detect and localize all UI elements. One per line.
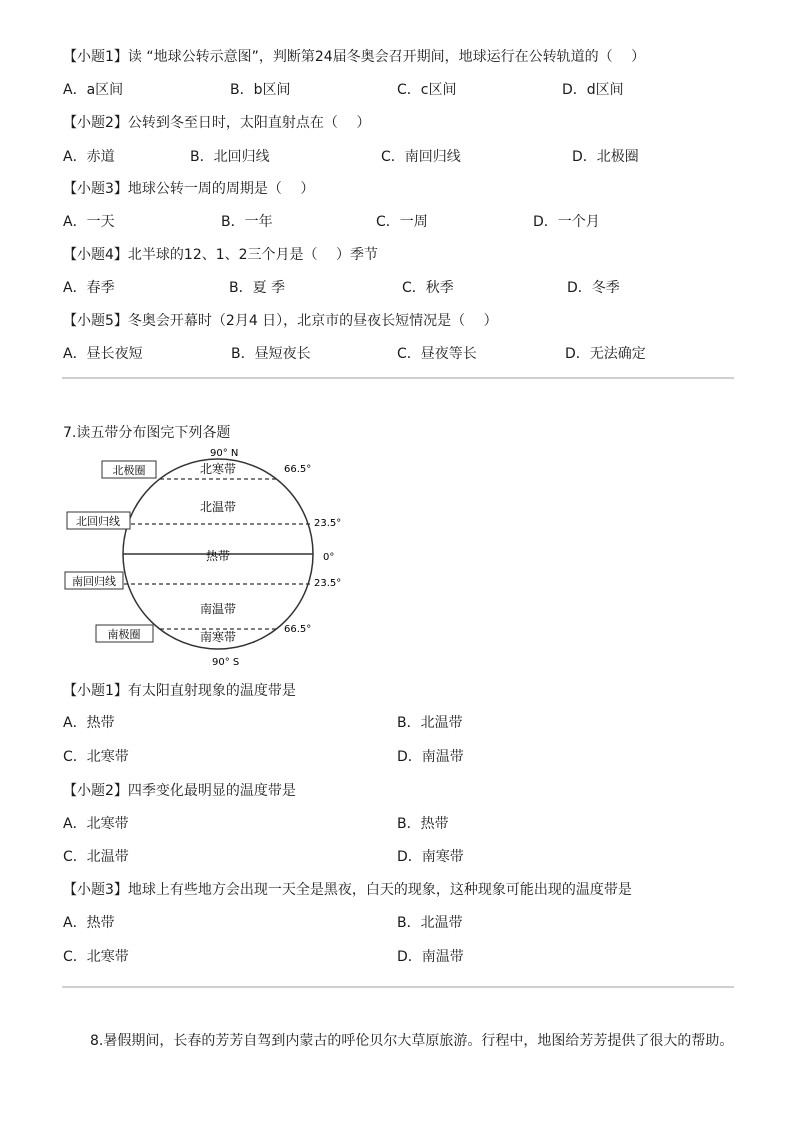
five-zones-diagram xyxy=(62,442,352,672)
option-d: D．无法确定 xyxy=(565,346,646,362)
option-c: C．北温带 xyxy=(63,849,129,865)
option-d: D．南寒带 xyxy=(397,849,464,865)
degree-23-5-north: 23.5° xyxy=(314,518,342,529)
section-title: 7.读五带分布图完下列各题 xyxy=(63,425,231,441)
option-d: D．d区间 xyxy=(562,82,624,98)
question-stem: 【小题2】公转到冬至日时，太阳直射点在（ ） xyxy=(63,115,371,131)
option-d: D．南温带 xyxy=(397,749,464,765)
question-stem: 【小题3】地球上有些地方会出现一天全是黑夜，白天的现象，这种现象可能出现的温度带是 xyxy=(63,882,632,898)
option-b: B．北温带 xyxy=(397,915,463,931)
option-b: B．热带 xyxy=(397,816,449,832)
section-divider xyxy=(62,377,734,379)
question-stem: 【小题1】读 “地球公转示意图”，判断第24届冬奥会召开期间，地球运行在公转轨道的（ ） xyxy=(63,49,646,65)
tropic-of-capricorn-label: 南回归线 xyxy=(72,575,116,588)
option-d: D．一个月 xyxy=(533,214,600,230)
degree-0: 0° xyxy=(323,552,335,563)
option-a: A．一天 xyxy=(63,214,115,230)
option-c: C．秋季 xyxy=(402,280,454,296)
question-stem: 【小题1】有太阳直射现象的温度带是 xyxy=(63,683,296,699)
option-d: D．冬季 xyxy=(567,280,620,296)
tropic-of-cancer-label: 北回归线 xyxy=(76,515,120,528)
option-a: A．a区间 xyxy=(63,82,124,98)
option-c: C．一周 xyxy=(376,214,428,230)
option-b: B．北温带 xyxy=(397,715,463,731)
zone-south-temperate: 南温带 xyxy=(199,602,237,616)
question-stem: 【小题4】北半球的12、1、2三个月是（ ）季节 xyxy=(63,247,378,263)
question-stem: 【小题3】地球公转一周的周期是（ ） xyxy=(63,181,315,197)
option-a: A．赤道 xyxy=(63,149,115,165)
zone-south-frigid: 南寒带 xyxy=(199,630,237,644)
option-a: A．北寒带 xyxy=(63,816,129,832)
section-divider xyxy=(62,986,734,988)
option-d: D．北极圈 xyxy=(572,149,639,165)
option-a: A．热带 xyxy=(63,915,115,931)
option-d: D．南温带 xyxy=(397,949,464,965)
option-c: C．c区间 xyxy=(397,82,457,98)
option-b: B．昼短夜长 xyxy=(231,346,311,362)
option-a: A．春季 xyxy=(63,280,115,296)
arctic-circle-label: 北极圈 xyxy=(112,464,146,477)
option-a: A．昼长夜短 xyxy=(63,346,143,362)
question-stem: 【小题2】四季变化最明显的温度带是 xyxy=(63,783,296,799)
zone-north-temperate: 北温带 xyxy=(199,500,237,514)
north-pole-label: 90° N xyxy=(210,448,239,459)
degree-66-5-north: 66.5° xyxy=(284,464,312,475)
option-b: B．北回归线 xyxy=(190,149,270,165)
option-b: B．夏 季 xyxy=(229,280,286,296)
option-a: A．热带 xyxy=(63,715,115,731)
option-c: C．北寒带 xyxy=(63,949,129,965)
question-stem: 【小题5】冬奥会开幕时（2月4 日），北京市的昼夜长短情况是（ ） xyxy=(63,313,498,329)
section8-text: 8.暑假期间，长春的芳芳自驾到内蒙古的呼伦贝尔大草原旅游。行程中，地图给芳芳提供了很大的帮助。 xyxy=(90,1033,734,1049)
option-c: C．南回归线 xyxy=(381,149,461,165)
zone-north-frigid: 北寒带 xyxy=(199,462,237,476)
south-pole-label: 90° S xyxy=(212,657,240,668)
option-b: B．b区间 xyxy=(230,82,291,98)
zone-tropical: 热带 xyxy=(205,549,231,563)
option-b: B．一年 xyxy=(221,214,273,230)
degree-66-5-south: 66.5° xyxy=(284,624,312,635)
option-c: C．昼夜等长 xyxy=(397,346,477,362)
degree-23-5-south: 23.5° xyxy=(314,578,342,589)
antarctic-circle-label: 南极圈 xyxy=(107,628,141,641)
option-c: C．北寒带 xyxy=(63,749,129,765)
